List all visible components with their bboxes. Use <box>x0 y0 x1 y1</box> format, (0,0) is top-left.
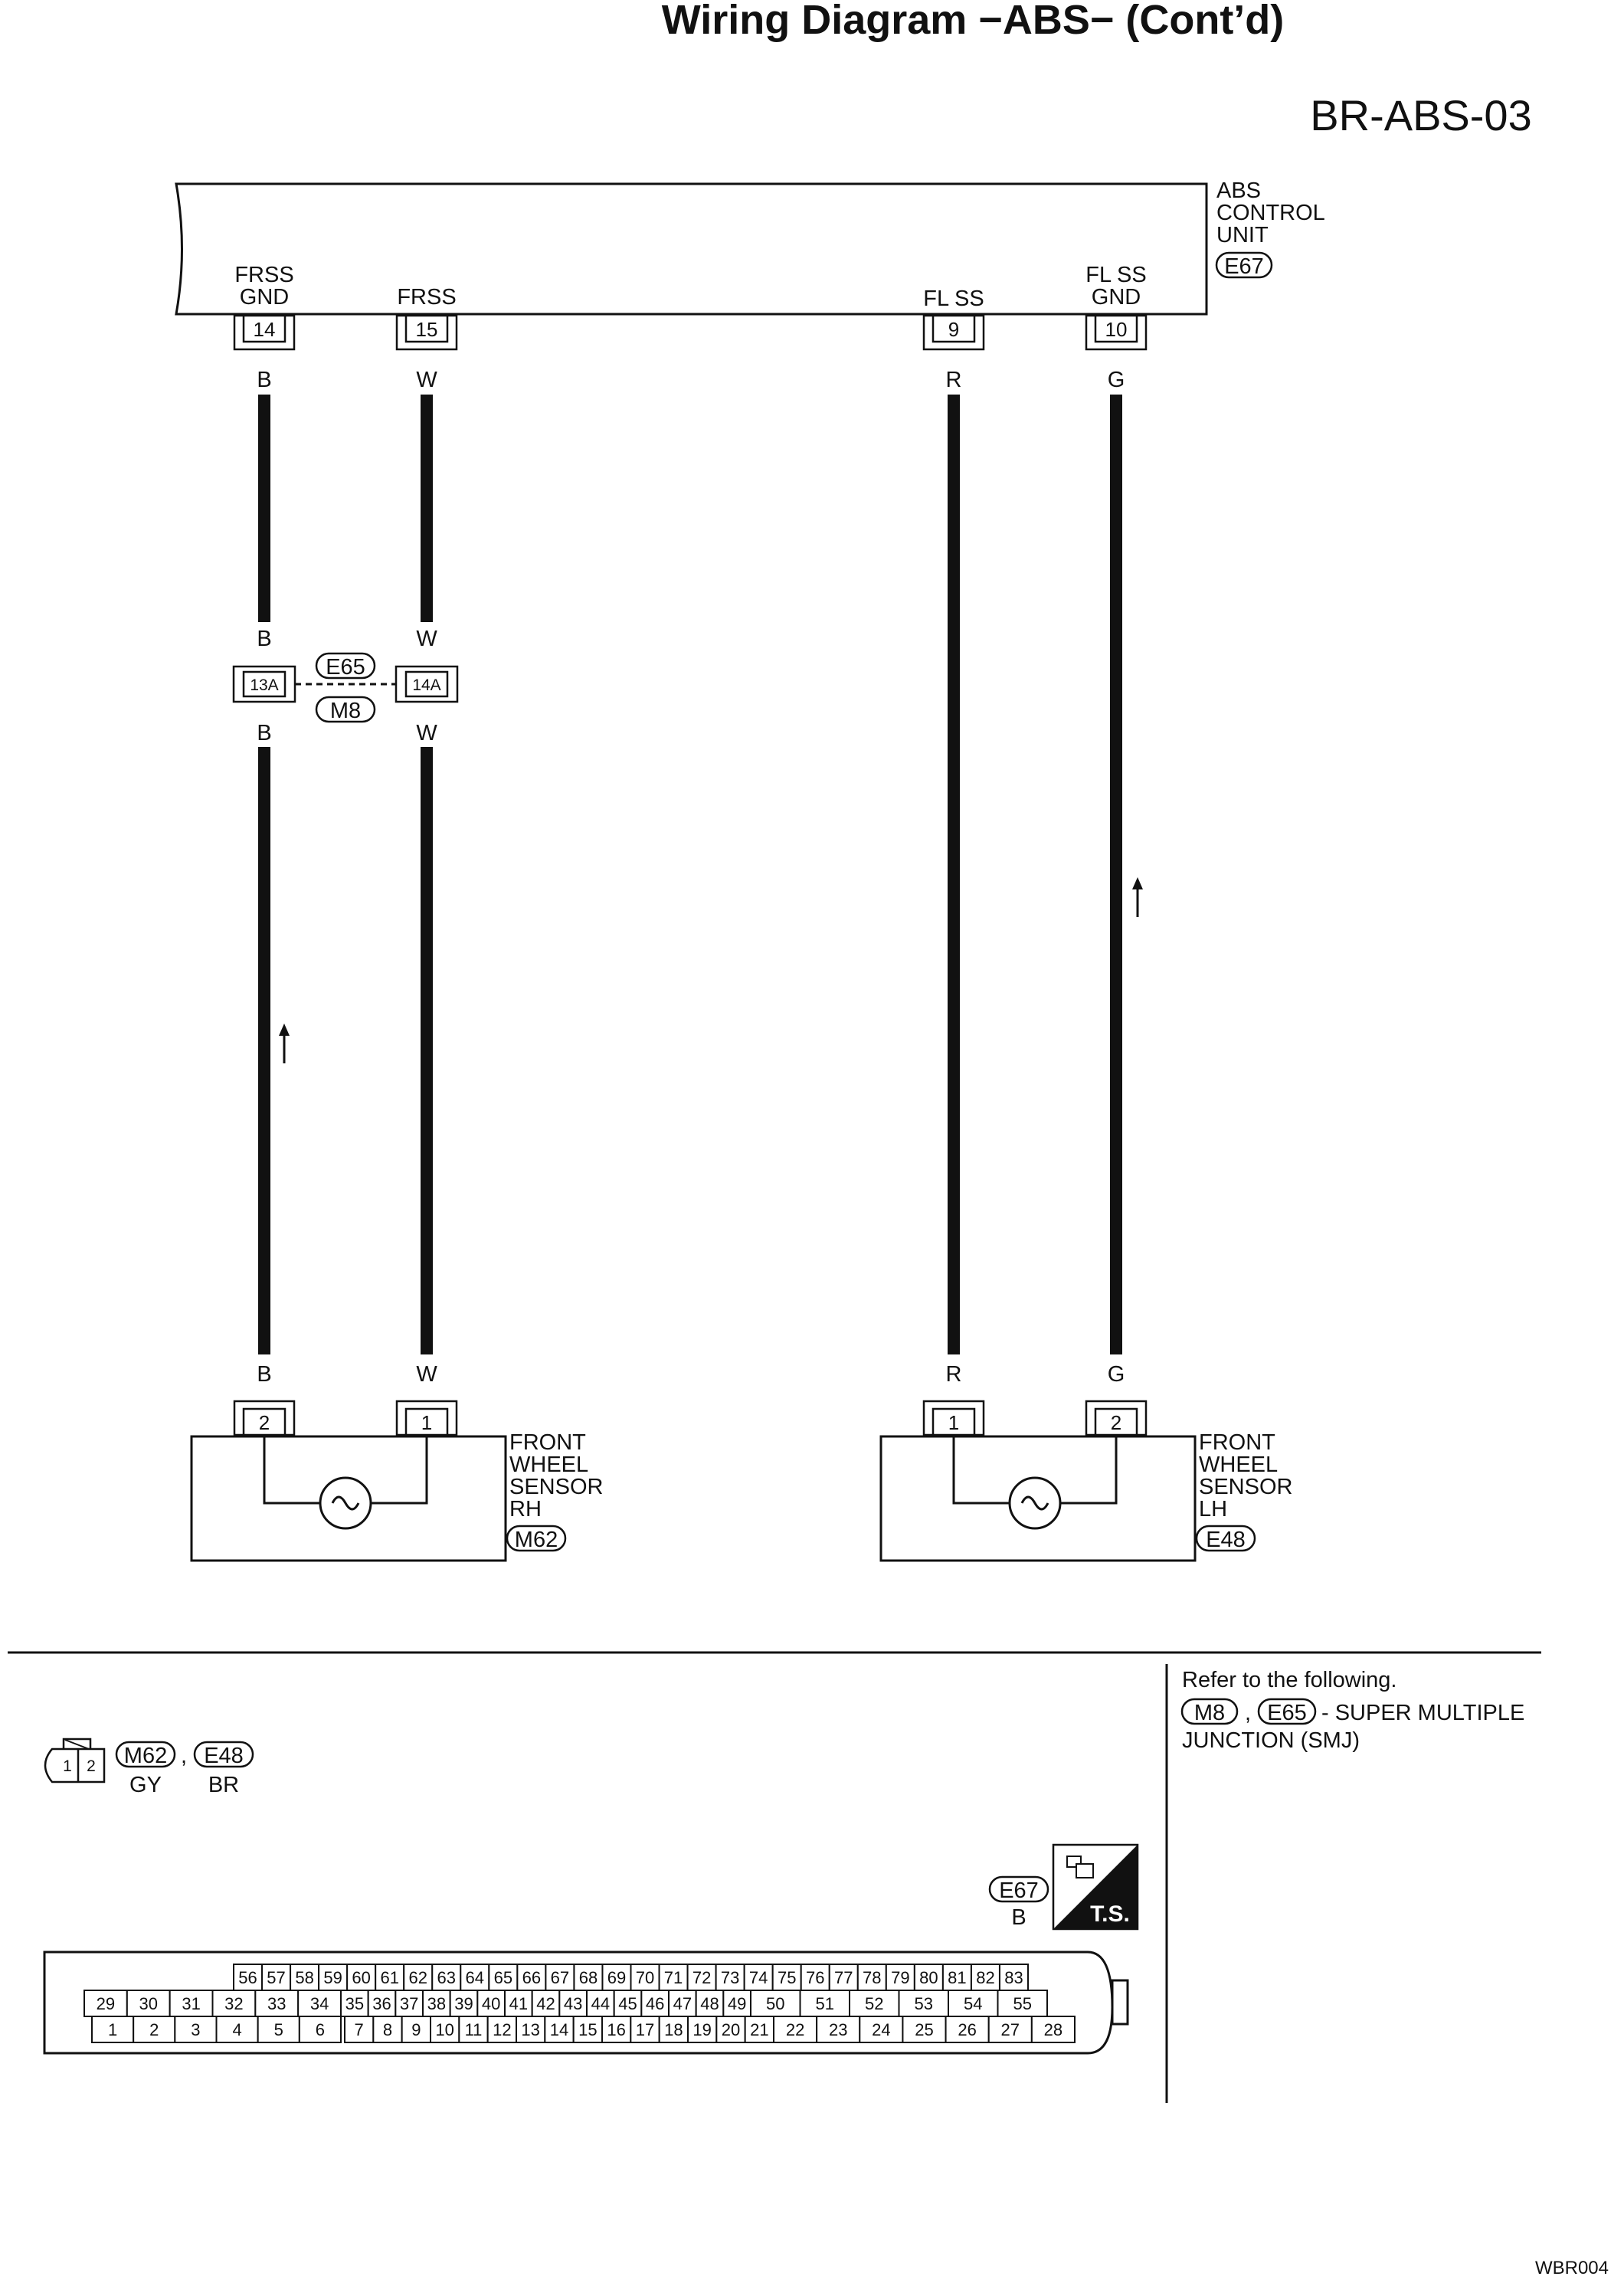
connector-pin-number: 61 <box>380 1968 399 1987</box>
sensor-lh-label-line: FRONT <box>1199 1430 1275 1455</box>
arrow-up-icon <box>1132 877 1143 917</box>
terminal-pin-10 <box>1086 316 1146 349</box>
connector-pin-number: 63 <box>437 1968 457 1987</box>
connector-pin-number: 69 <box>607 1968 627 1987</box>
connector-pin-number: 62 <box>408 1968 427 1987</box>
connector-pin-number: 33 <box>267 1994 286 2013</box>
connector-pin-number: 2 <box>87 1757 96 1775</box>
connector-pin-number: 71 <box>663 1968 683 1987</box>
abs-unit-connector-face <box>44 1952 1128 2053</box>
sensor-rh-label-line: FRONT <box>509 1430 586 1455</box>
diagram-code: BR-ABS-03 <box>1310 91 1532 139</box>
connector-pin-number: 72 <box>692 1968 712 1987</box>
sensor-pin-label: 1 <box>421 1411 433 1434</box>
connector-pin-number: 4 <box>232 2020 242 2039</box>
connector-pin-number: 58 <box>295 1968 314 1987</box>
reference-desc: JUNCTION (SMJ) <box>1182 1728 1360 1753</box>
connector-pin-number: 54 <box>964 1994 983 2013</box>
wire-color-label: B <box>257 1362 272 1387</box>
connector-pin-number: 21 <box>750 2020 769 2039</box>
front-wheel-sensor-rh <box>192 1401 506 1561</box>
sensor-pin-2 <box>234 1401 294 1435</box>
connector-pin-number: 81 <box>948 1968 967 1987</box>
sensor-pin-2 <box>1086 1401 1146 1435</box>
connector-pin-number: 3 <box>191 2020 201 2039</box>
connector-badge-label: E48 <box>1206 1528 1246 1552</box>
connector-pin-number: 17 <box>635 2020 655 2039</box>
reference-desc: - SUPER MULTIPLE <box>1321 1701 1525 1725</box>
control-unit-label <box>1216 179 1325 247</box>
connector-pin-number: 44 <box>591 1994 611 2013</box>
connector-pin-number: 31 <box>182 1994 201 2013</box>
connector-pin-number: 25 <box>915 2020 934 2039</box>
connector-pin-number: 32 <box>224 1994 244 2013</box>
connector-badge-e67 <box>990 1877 1048 1903</box>
junction-pin-13a <box>234 667 295 702</box>
connector-pin-number: 26 <box>958 2020 977 2039</box>
control-unit-label-line: CONTROL <box>1216 201 1325 225</box>
connector-pin-number: 15 <box>578 2020 598 2039</box>
connector-pin-number: 80 <box>919 1968 938 1987</box>
connector-pin-number: 6 <box>315 2020 326 2039</box>
connector-pin-number: 59 <box>323 1968 342 1987</box>
wire-color-label: G <box>1107 368 1125 392</box>
terminal-pin-label: 9 <box>948 318 960 341</box>
figure-code: WBR004 <box>1534 2258 1609 2278</box>
connector-badge-e65 <box>316 653 375 680</box>
connector-pin-number: 53 <box>914 1994 933 2013</box>
connector-pin-number: 39 <box>454 1994 473 2013</box>
connector-badge-label: M8 <box>1193 1701 1226 1725</box>
wire-color-label: W <box>416 721 437 745</box>
connector-pin-number: 57 <box>267 1968 286 1987</box>
connector-pin-number: 19 <box>692 2020 712 2039</box>
connector-color: BR <box>208 1773 240 1797</box>
connector-pin-number: 7 <box>354 2020 364 2039</box>
connector-pin-number: 5 <box>273 2020 283 2039</box>
connector-pin-number: 38 <box>427 1994 447 2013</box>
terminal-name: FRSS <box>234 263 294 287</box>
connector-badge-m62 <box>507 1526 565 1552</box>
wire-color-label: R <box>945 1362 962 1387</box>
connector-pin-number: 30 <box>139 1994 158 2013</box>
connector-badge-e48 <box>1197 1526 1255 1552</box>
terminal-pin-15 <box>397 316 457 349</box>
terminal-side-icon <box>1053 1845 1138 1929</box>
control-unit-body <box>176 184 1207 314</box>
junction-pin-label: 14A <box>412 676 441 694</box>
connector-pin-number: 43 <box>563 1994 583 2013</box>
connector-pin-number: 14 <box>549 2020 569 2039</box>
connector-badge-e48 <box>195 1742 253 1768</box>
sensor-lh-label-line: WHEEL <box>1199 1453 1279 1477</box>
connector-pin-number: 13 <box>521 2020 540 2039</box>
connector-pin-number: 70 <box>635 1968 655 1987</box>
terminal-pin-label: 14 <box>253 318 276 341</box>
connector-pin-number: 16 <box>607 2020 626 2039</box>
connector-badge-label: E48 <box>204 1744 244 1768</box>
sensor-lh-label-line: LH <box>1199 1497 1228 1521</box>
connector-badge-e65 <box>1259 1699 1315 1725</box>
arrow-up-icon <box>279 1024 290 1063</box>
connector-badge-m62 <box>116 1742 175 1768</box>
terminal-pin-14 <box>234 316 294 349</box>
terminal-name: FL SS <box>1085 263 1147 287</box>
connector-pin-number: 75 <box>777 1968 797 1987</box>
connector-pin-number: 45 <box>618 1994 637 2013</box>
connector-badge-label: M62 <box>514 1528 558 1552</box>
connector-pin-number: 40 <box>481 1994 501 2013</box>
connector-pin-number: 52 <box>865 1994 884 2013</box>
connector-pin-number: 56 <box>238 1968 257 1987</box>
terminal-pin-9 <box>924 316 984 349</box>
terminal-name: FRSS <box>397 285 457 310</box>
connector-badge-m8 <box>1182 1699 1237 1725</box>
connector-pin-number: 50 <box>766 1994 785 2013</box>
connector-pin-number: 68 <box>578 1968 598 1987</box>
connector-pin-number: 2 <box>149 2020 159 2039</box>
front-wheel-sensor-lh <box>881 1401 1195 1561</box>
connector-pin-number: 42 <box>536 1994 555 2013</box>
connector-pin-number: 18 <box>664 2020 683 2039</box>
list-separator: , <box>180 1744 188 1768</box>
reference-intro: Refer to the following. <box>1182 1668 1397 1692</box>
terminal-pin-label: 15 <box>415 318 438 341</box>
sensor-lh-label-line: SENSOR <box>1199 1475 1293 1499</box>
connector-pin-number: 47 <box>673 1994 692 2013</box>
connector-pin-number: 77 <box>834 1968 853 1987</box>
connector-pin-number: 67 <box>550 1968 570 1987</box>
connector-pin-number: 8 <box>382 2020 393 2039</box>
wire-color-label: R <box>945 368 962 392</box>
connector-pin-number: 11 <box>464 2020 483 2039</box>
list-separator: , <box>1244 1701 1252 1725</box>
sensor-rh-label-line: WHEEL <box>509 1453 589 1477</box>
connector-pin-number: 10 <box>435 2020 454 2039</box>
connector-badge-e67 <box>1216 253 1272 279</box>
wire-color-label: B <box>257 627 272 651</box>
connector-pin-number: 78 <box>863 1968 882 1987</box>
connector-pin-number: 24 <box>872 2020 891 2039</box>
connector-badge-label: E65 <box>326 655 365 680</box>
connector-pin-number: 76 <box>805 1968 825 1987</box>
page-title: Wiring Diagram −ABS− (Cont’d) <box>661 0 1285 43</box>
connector-pin-number: 29 <box>96 1994 116 2013</box>
connector-pin-number: 22 <box>785 2020 805 2039</box>
wire-color-label: W <box>416 368 437 392</box>
connector-pin-number: 20 <box>721 2020 741 2039</box>
connector-pin-number: 48 <box>700 1994 719 2013</box>
connector-pin-number: 73 <box>720 1968 740 1987</box>
sensor-pin-label: 1 <box>948 1411 960 1434</box>
connector-pin-number: 66 <box>522 1968 542 1987</box>
terminal-name: FL SS <box>923 287 984 311</box>
connector-pin-number: 37 <box>399 1994 419 2013</box>
connector-pin-number: 49 <box>727 1994 747 2013</box>
wire-color-label: B <box>257 368 272 392</box>
connector-pin-number: 12 <box>493 2020 512 2039</box>
connector-pin-number: 36 <box>372 1994 391 2013</box>
connector-pin-number: 83 <box>1004 1968 1023 1987</box>
connector-pin-number: 60 <box>352 1968 371 1987</box>
connector-pin-number: 64 <box>465 1968 485 1987</box>
connector-pin-number: 27 <box>1000 2020 1020 2039</box>
sensor-rh-label-line: RH <box>509 1497 542 1521</box>
connector-pin-number: 35 <box>345 1994 365 2013</box>
connector-pin-number: 82 <box>976 1968 995 1987</box>
junction-pin-label: 13A <box>250 676 279 694</box>
junction-pin-14a <box>396 667 457 702</box>
connector-pin-number: 55 <box>1013 1994 1032 2013</box>
wire-color-label: W <box>416 1362 437 1387</box>
sensor-pin-label: 2 <box>258 1411 270 1434</box>
connector-pin-number: 9 <box>411 2020 421 2039</box>
wire-color-label: W <box>416 627 437 651</box>
wire-color-label: G <box>1107 1362 1125 1387</box>
terminal-name: GND <box>239 285 290 310</box>
connector-pin-number: 79 <box>891 1968 910 1987</box>
connector-pin-number: 34 <box>309 1994 329 2013</box>
connector-pin-grid <box>84 1964 1075 2042</box>
connector-pin-number: 51 <box>815 1994 834 2013</box>
connector-badge-label: E67 <box>999 1878 1039 1903</box>
sensor-pin-1 <box>924 1401 984 1435</box>
control-unit-label-line: ABS <box>1216 179 1262 203</box>
connector-pin-number: 65 <box>493 1968 513 1987</box>
connector-pin-number: 41 <box>509 1994 529 2013</box>
connector-pin-number: 46 <box>645 1994 665 2013</box>
connector-badge-m8 <box>316 697 375 723</box>
terminal-side-label: T.S. <box>1090 1901 1130 1927</box>
connector-pin-number: 23 <box>828 2020 848 2039</box>
terminal-name: GND <box>1091 285 1141 310</box>
connector-badge-label: E67 <box>1224 254 1264 279</box>
terminal-pin-label: 10 <box>1105 318 1128 341</box>
connector-badge-label: M62 <box>123 1744 168 1768</box>
control-unit-label-line: UNIT <box>1216 223 1269 247</box>
connector-pin-number: 1 <box>63 1757 72 1775</box>
wire-color-label: B <box>257 721 272 745</box>
connector-pin-number: 28 <box>1043 2020 1063 2039</box>
connector-pin-number: 1 <box>107 2020 118 2039</box>
connector-color: B <box>1011 1905 1026 1930</box>
connector-badge-label: M8 <box>329 699 362 723</box>
sensor-pin-label: 2 <box>1110 1411 1122 1434</box>
sensor-pin-1 <box>397 1401 457 1435</box>
two-pin-connector-icon <box>45 1739 104 1782</box>
sensor-rh-label-line: SENSOR <box>509 1475 604 1499</box>
connector-pin-number: 74 <box>748 1968 768 1987</box>
connector-color: GY <box>129 1773 162 1797</box>
connector-badge-label: E65 <box>1267 1701 1307 1725</box>
